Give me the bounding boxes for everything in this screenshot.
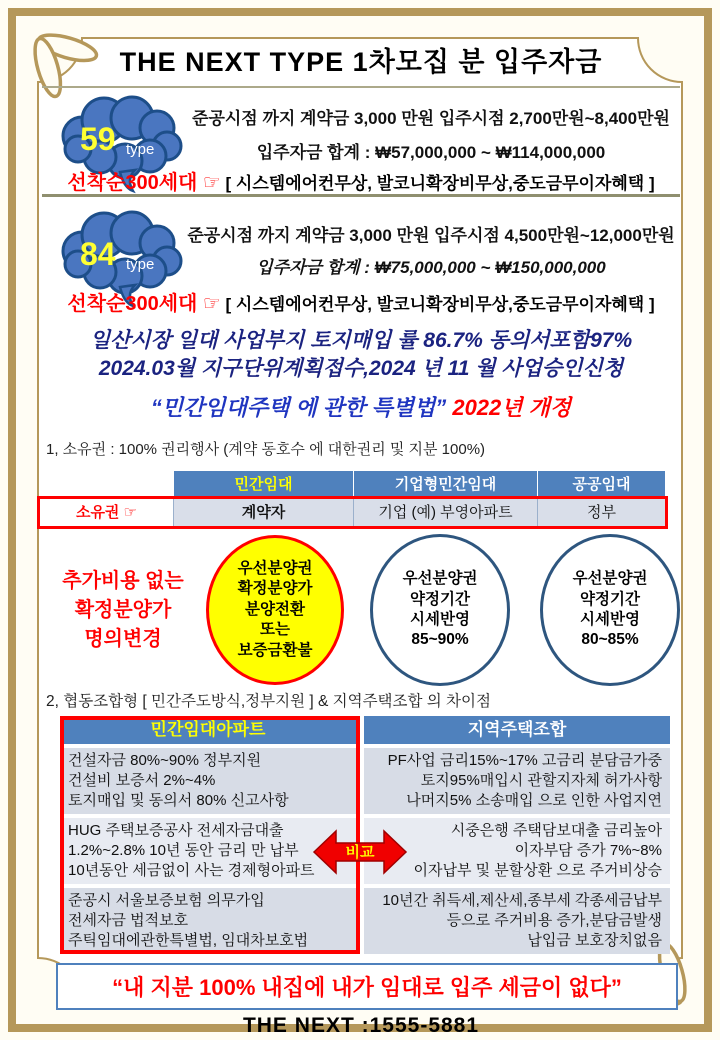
benefit-circles: [40, 536, 682, 684]
cell-line: 건설자금 80%~90% 정부지원: [68, 752, 262, 769]
circle-line: 85~90%: [411, 631, 469, 649]
circle-line: 확정분양가: [237, 580, 313, 598]
circle-line: 우선분양권: [572, 570, 648, 588]
header-private-rental-apt: 민간임대아파트: [60, 716, 356, 744]
header-regional-housing: 지역주택조합: [364, 716, 670, 744]
comparison-heading: 2, 협동조합형 [ 민간주도방식,정부지원 ] & 지역주택조합 의 차이점: [46, 693, 491, 710]
contact-phone: THE NEXT :1555-5881: [242, 1014, 480, 1037]
cell-line: 준공시 서울보증보험 의무가입: [68, 892, 265, 909]
payment-line1: 준공시점 까지 계약금 3,000 만원 입주시점 2,700만원~8,400만원: [192, 109, 670, 128]
header-corporate-rental: 기업형민간임대: [353, 471, 537, 499]
side-note: [48, 567, 198, 654]
cell-line: 10년간 취득세,제산세,종부세 각종세금납부: [382, 892, 662, 909]
circle-line: 약정기간: [580, 590, 640, 608]
ownership-table: [40, 471, 665, 526]
law-title: “민간임대주택 에 관한 특별법”: [150, 395, 447, 420]
cell-line: 건설비 보증서 2%~4%: [68, 772, 216, 789]
law-line: [40, 393, 682, 423]
circle-public-rental: [540, 534, 680, 686]
badge-suffix: type: [126, 141, 155, 158]
circle-line: 우선분양권: [402, 570, 478, 588]
page-title: THE NEXT TYPE 1차모집 분 입주자금: [119, 47, 603, 77]
cell-line: 이자부담 증가 7%~8%: [514, 842, 662, 859]
cell-line: 10년동안 세금없이 사는 경제형아파트: [68, 862, 315, 879]
header-private-rental: 민간임대: [173, 471, 353, 499]
promo-lead: 선착순300세대 ☞: [67, 172, 221, 194]
circle-private-rental: [206, 535, 344, 685]
circle-line: 또는: [260, 621, 290, 639]
promo-lead: 선착순300세대 ☞: [67, 293, 221, 315]
compare-arrow-icon: [312, 822, 408, 882]
comparison-cell: [60, 888, 356, 954]
comparison-cell: [364, 748, 670, 814]
quote-text: “내 지분 100% 내집에 내가 임대로 입주 세금이 없다”: [112, 975, 622, 1000]
ownership-heading: 1, 소유권 : 100% 권리행사 (계약 동호수 에 대한권리 및 지분 100%): [46, 441, 486, 458]
law-year: 2022년 개정: [446, 395, 572, 420]
promo-line: [40, 287, 682, 316]
circle-line: 시세반영: [580, 611, 640, 628]
flyer-content: [40, 40, 682, 1038]
comparison-table: [60, 716, 670, 954]
section-type84: [40, 197, 682, 313]
section-type59: [40, 88, 682, 192]
comparison-cell: [60, 748, 356, 814]
circle-line: 80~85%: [581, 631, 639, 649]
notice-line1: 일산시장 일대 사업부지 토지매입 률 86.7% 동의서포함97%: [89, 329, 633, 352]
ownership-table-row: [40, 499, 665, 526]
quote-box: [56, 963, 678, 1010]
badge-number: 84: [80, 236, 116, 272]
circle-line: 우선분양권: [237, 559, 313, 577]
notice-line2: 2024.03월 지구단위계획접수,2024 년 11 월 사업승인신청: [98, 357, 624, 380]
payment-line1: 준공시점 까지 계약금 3,000 만원 입주시점 4,500만원~12,000만원: [187, 226, 675, 245]
badge-suffix: type: [126, 256, 155, 273]
cell-corporation: 기업 (예) 부영아파트: [353, 499, 537, 526]
row-label: 소유권 ☞: [40, 499, 173, 526]
cell-contractor: 계약자: [173, 499, 353, 526]
comparison-cell: [364, 818, 670, 884]
cell-line: 주틱임대에관한특별법, 임대차보호법: [68, 932, 309, 949]
cell-line: 등으로 주거비용 증가,분담금발생: [446, 912, 662, 929]
side-note-line: 명의변경: [84, 627, 162, 650]
cell-government: 정부: [537, 499, 665, 526]
payment-total: 입주자금 합계 : ₩75,000,000 ~ ₩150,000,000: [256, 258, 606, 277]
project-notice: [40, 327, 682, 383]
promo-benefits: [ 시스템에어컨무상, 발코니확장비무상,중도금무이자혜택 ]: [220, 295, 655, 314]
cell-line: 토지매입 및 동의서 80% 신고사항: [68, 792, 289, 809]
side-note-line: 확정분양가: [74, 598, 172, 621]
cell-line: PF사업 금리15%~17% 고금리 분담금가중: [387, 752, 662, 769]
cell-line: 1.2%~2.8% 10년 동안 금리 만 납부: [68, 842, 299, 859]
header-blank-cell: [40, 471, 173, 499]
cell-line: 토지95%매입시 관할지자체 허가사항: [420, 772, 662, 789]
cell-line: 시중은행 주택담보대출 금리높아: [450, 822, 662, 839]
compare-label: 비교: [345, 844, 375, 861]
cell-line: 이자납부 및 분할상환 으로 주거비상승: [413, 862, 662, 879]
side-note-line: 추가비용 없는: [62, 569, 184, 592]
cell-line: 나머지5% 소송매입 으로 인한 사업지연: [406, 792, 662, 809]
cell-line: 납입금 보호장치없음: [527, 932, 662, 949]
badge-number: 59: [80, 121, 116, 157]
promo-line: [40, 166, 682, 195]
circle-line: 분양전환: [245, 600, 305, 618]
circle-line: 약정기간: [410, 590, 470, 608]
cell-line: 전세자금 법적보호: [68, 912, 189, 929]
comparison-cell: [364, 888, 670, 954]
promo-benefits: [ 시스템에어컨무상, 발코니확장비무상,중도금무이자혜택 ]: [220, 174, 655, 193]
header-public-rental: 공공임대: [537, 471, 665, 499]
payment-total: 입주자금 합계 : ₩57,000,000 ~ ₩114,000,000: [256, 143, 606, 162]
circle-line: 시세반영: [410, 611, 470, 628]
circle-corporate-rental: [370, 534, 510, 686]
cell-line: HUG 주택보증공사 전세자금대출: [68, 822, 284, 839]
circle-line: 보증금환불: [237, 641, 313, 659]
ownership-table-header: [40, 471, 665, 499]
